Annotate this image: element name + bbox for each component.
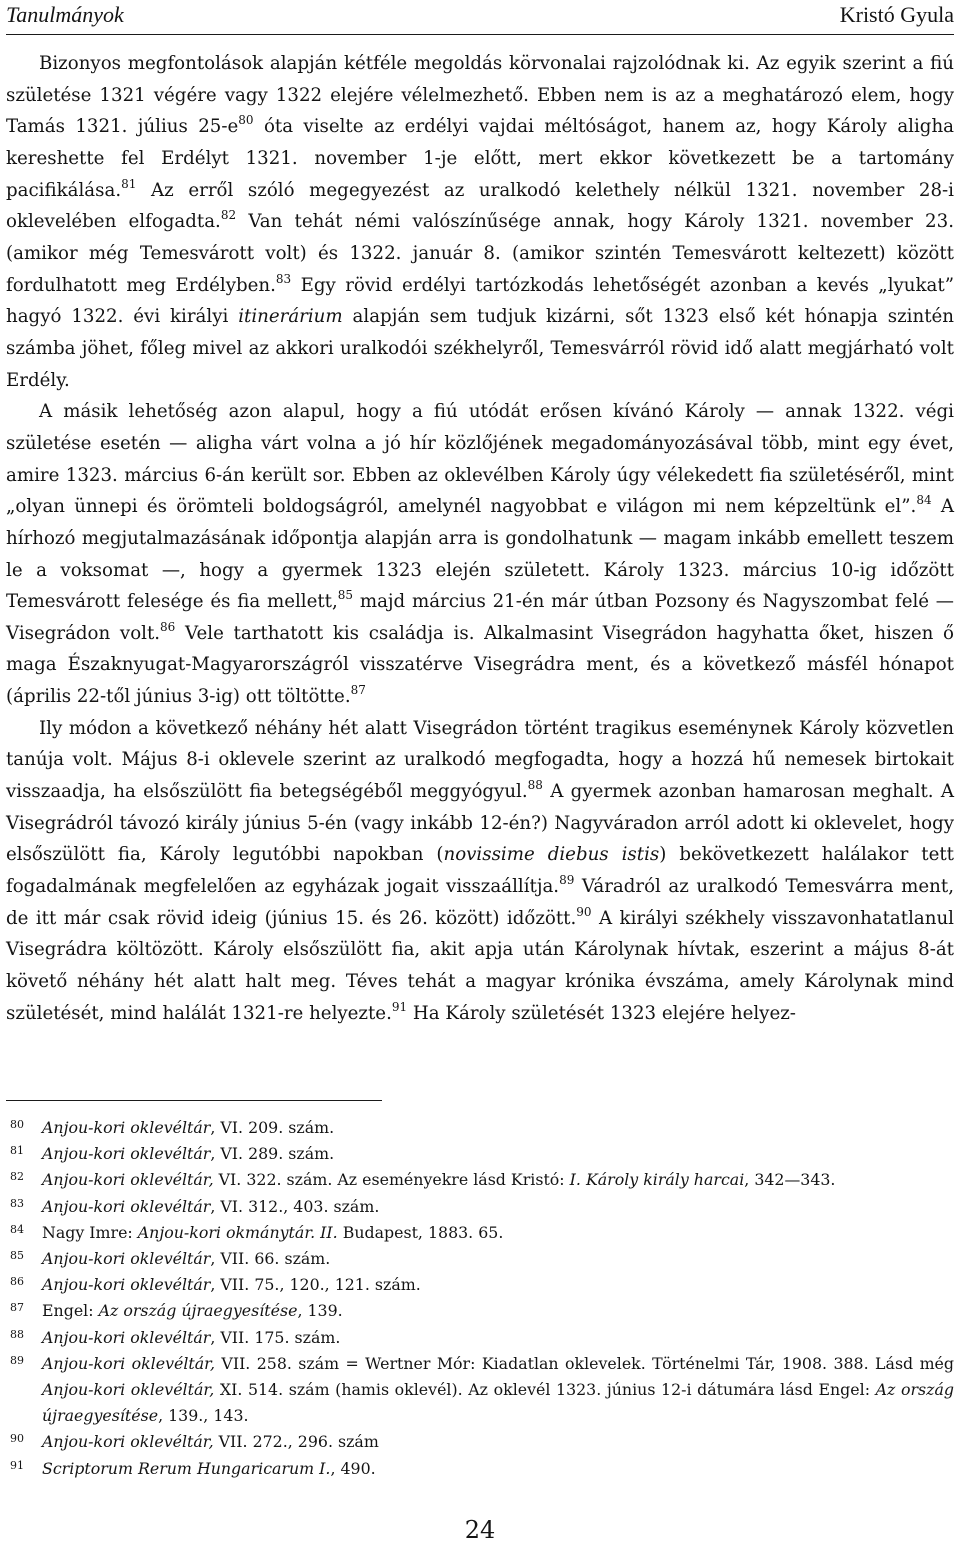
text-run: Az erről szóló megegyezést az uralkodó kelethely nélkül 1321. november 28-i oklevelében elfogadta. <box>6 179 954 233</box>
text-run: A hírhozó megjutalmazásának időpontja alapján arra is gondolhatunk — magam inkább emellett teszem le a voksomat —, hogy a gyermek 1323 elején született. Károly 1323. március 10-ig időzött Temesvárott felesége és fia mellett, <box>6 496 954 613</box>
footnote-number: 83 <box>10 1196 24 1210</box>
footnote-ref[interactable]: 83 <box>275 271 292 286</box>
paragraph-3 <box>6 713 954 1030</box>
footnote-text: , 490. <box>330 1458 376 1478</box>
footnote-ref[interactable]: 88 <box>527 778 543 793</box>
footnote-88 <box>6 1325 954 1351</box>
footnote-ref[interactable]: 87 <box>350 683 366 698</box>
footnote-86 <box>6 1272 954 1298</box>
footnote-87 <box>6 1298 954 1324</box>
footnote-text: Anjou-kori oklevéltár <box>42 1249 211 1269</box>
footnote-84 <box>6 1220 954 1246</box>
footnote-text: Az ország újraegyesítése <box>98 1301 298 1321</box>
text-run: ) bekövetkezett halálakor tett fogadalmának megfelelően az egyházak jogait visszaállítja. <box>6 844 954 898</box>
main-text <box>6 48 954 1029</box>
footnote-number: 84 <box>10 1222 24 1236</box>
footnote-text: , VI. 312., 403. szám. <box>210 1196 380 1216</box>
footnote-text: , VII. 66. szám. <box>210 1249 331 1269</box>
footnote-text: Az ország újraegyesítése <box>42 1380 954 1426</box>
text-run: A királyi székhely visszavonhatatlanul Visegrádra költözött. Károly elsőszülött fia, akit apja után Károlynak hívtak, eszerint a május 8-át követő néhány hét alatt halt meg. Téves tehát a magyar krónika évszáma, amely Károlynak mind születését, mind halálát 1321-re helyezte. <box>6 907 954 1024</box>
footnote-text: Anjou-kori oklevéltár <box>42 1196 211 1216</box>
footnote-number: 86 <box>10 1275 24 1289</box>
footnote-text: Anjou-kori oklevéltár <box>42 1275 211 1295</box>
footnote-text: Anjou-kori oklevéltár, <box>42 1170 214 1190</box>
footnote-text: , VI. 209. szám. <box>210 1118 335 1137</box>
footnote-number: 88 <box>10 1327 24 1341</box>
footnote-number: 82 <box>10 1170 24 1184</box>
footnote-text: Scriptorum Rerum Hungaricarum I. <box>42 1458 331 1478</box>
footnote-text: VII. 272., 296. szám <box>213 1432 379 1452</box>
footnote-text: Anjou-kori oklevéltár, <box>42 1353 216 1373</box>
author-name: Kristó Gyula <box>839 2 954 27</box>
text-run: Egy rövid erdélyi tartózkodás lehetőségét azonban a kevés „lyukat” hagyó 1322. évi királyi <box>6 274 954 328</box>
footnote-ref[interactable]: 90 <box>576 904 592 919</box>
footnote-ref[interactable]: 80 <box>238 113 254 128</box>
footnote-80 <box>6 1115 954 1141</box>
footnote-text: , 139. <box>297 1301 343 1321</box>
footnote-81 <box>6 1141 954 1167</box>
footnote-number: 91 <box>10 1458 24 1472</box>
footnote-ref[interactable]: 89 <box>559 873 575 888</box>
text-run: majd március 21-én már útban Pozsony és Nagyszombat felé — Visegrádon volt. <box>6 591 954 644</box>
footnote-text: VI. 322. szám. Az eseményekre lásd Kristó: <box>213 1170 570 1190</box>
footnote-text: Anjou-kori oklevéltár, <box>42 1432 214 1452</box>
footnote-82 <box>6 1167 954 1193</box>
text-run: Váradról az uralkodó Temesvárra ment, de itt már csak rövid ideig (június 15. és 26. között) időzött. <box>6 876 954 929</box>
footnote-number: 85 <box>10 1249 24 1263</box>
text-run: Van tehát némi valószínűsége annak, hogy Károly 1321. november 23. (amikor még Temesvárott volt) és 1322. január 8. (amikor szintén Temesvárott keltezett) között fordulhatott meg Erdélyben. <box>6 211 954 296</box>
footnote-text: , VI. 289. szám. <box>210 1144 335 1164</box>
footnote-text: , VII. 175. szám. <box>210 1327 341 1347</box>
footnote-text: I. Károly király harcai <box>569 1170 745 1190</box>
footnote-text: XI. 514. szám (hamis oklevél). Az oklevél 1323. június 12-i dátumára lásd Engel: <box>214 1380 876 1400</box>
italic-term: itinerárium <box>238 306 343 328</box>
footnote-ref[interactable]: 84 <box>916 493 932 508</box>
footnote-85 <box>6 1246 954 1272</box>
footnote-number: 89 <box>10 1353 24 1367</box>
footnote-ref[interactable]: 81 <box>121 176 137 191</box>
footnote-number: 81 <box>10 1144 24 1158</box>
footnote-text: Engel: <box>42 1301 99 1321</box>
italic-term: novissime diebus istis <box>443 844 660 866</box>
footnote-number: 87 <box>10 1301 24 1315</box>
footnote-text: Nagy Imre: <box>42 1222 138 1242</box>
footnotes <box>6 1115 954 1482</box>
text-run: Bizonyos megfontolások alapján kétféle megoldás körvonalai rajzolódnak ki. Az egyik szerint a fiú születése 1321 végére vagy 1322 elejére vélelmezhető. Ebben nem is az a meghatározó elem, hogy Tamás 1321. július 25-e <box>6 53 954 138</box>
text-run: alapján sem tudjuk kizárni, sőt 1323 első két hónapja szintén számba jöhet, főleg mivel az akkori uralkodói székhelyről, Temesvárról rövid idő alatt megjárható volt Erdély. <box>6 306 954 391</box>
footnote-91 <box>6 1456 954 1482</box>
footnote-text: , 139., 143. <box>158 1406 249 1426</box>
paragraph-2 <box>6 396 954 713</box>
footnote-text: Anjou-kori oklevéltár <box>42 1327 211 1347</box>
footnote-number: 90 <box>10 1432 24 1446</box>
footnote-text: Anjou-kori okmánytár. II. <box>137 1222 338 1242</box>
text-run: Ily módon a következő néhány hét alatt Visegrádon történt tragikus eseménynek Károly közvetlen tanúja volt. Május 8-i oklevele szerint az uralkodó megfogadta, hogy a hozzá hű nemesek birtokait visszaadja, ha elsőszülött fia betegségéből meggyógyul. <box>6 717 954 803</box>
footnote-83 <box>6 1194 954 1220</box>
footnote-text: , 342—343. <box>744 1170 836 1190</box>
footnote-89 <box>6 1351 954 1430</box>
footnote-text: VII. 258. szám = Wertner Mór: Kiadatlan oklevelek. Történelmi Tár, 1908. 388. Lásd még <box>215 1353 955 1373</box>
text-run: Ha Károly születését 1323 elejére helyez- <box>407 1002 796 1024</box>
page-number: 24 <box>464 1516 496 1544</box>
footnote-text: Anjou-kori oklevéltár <box>42 1144 211 1164</box>
footnote-ref[interactable]: 82 <box>220 208 237 223</box>
text-run: A gyermek azonban hamarosan meghalt. A Visegrádról távozó király június 5-én (vagy inkább 12-én?) Nagyváradon arról adott ki oklevelet, hogy elsőszülött fia, Károly legutóbbi napokban ( <box>6 781 954 866</box>
paragraph-1 <box>6 48 954 396</box>
text-run: A másik lehetőség azon alapul, hogy a fiú utódát erősen kívánó Károly — annak 1322. végi születése esetén — aligha várt volna a jó hír közlőjének megadományozásával több, mint egy évet, amire 1323. március 6-án került sor. Ebben az oklevélben Károly úgy vélekedett fia születéséről, mint „olyan ünnepi és örömteli boldogságról, amelynél nagyobbat e világon mi nem képzeltünk el”. <box>6 401 954 518</box>
footnote-text: Anjou-kori oklevéltár, <box>42 1380 215 1400</box>
footnote-separator <box>6 1100 382 1101</box>
footnote-text: , VII. 75., 120., 121. szám. <box>210 1275 421 1295</box>
text-run: Vele tarthatott kis családja is. Alkalmasint Visegrádon hagyhatta őket, hiszen ő maga Északnyugat-Magyarországról visszatérve Visegrádra ment, és a következő másfél hónapot (április 22-től június 3-ig) ott töltötte. <box>6 622 954 708</box>
footnote-ref[interactable]: 91 <box>391 999 408 1014</box>
footnote-text: Budapest, 1883. 65. <box>337 1222 504 1242</box>
running-header <box>6 0 954 35</box>
footnote-number: 80 <box>10 1118 24 1131</box>
footnote-ref[interactable]: 86 <box>160 619 176 634</box>
footnote-90 <box>6 1429 954 1455</box>
footnote-ref[interactable]: 85 <box>337 588 354 603</box>
text-run: óta viselte az erdélyi vajdai méltóságot, hanem az, hogy Károly aligha kereshette fel Erdélyt 1321. november 1-je előtt, mert ekkor következett be a tartomány pacifikálása. <box>6 116 955 201</box>
section-title: Tanulmányok <box>6 2 124 27</box>
footnote-text: Anjou-kori oklevéltár <box>42 1118 211 1137</box>
